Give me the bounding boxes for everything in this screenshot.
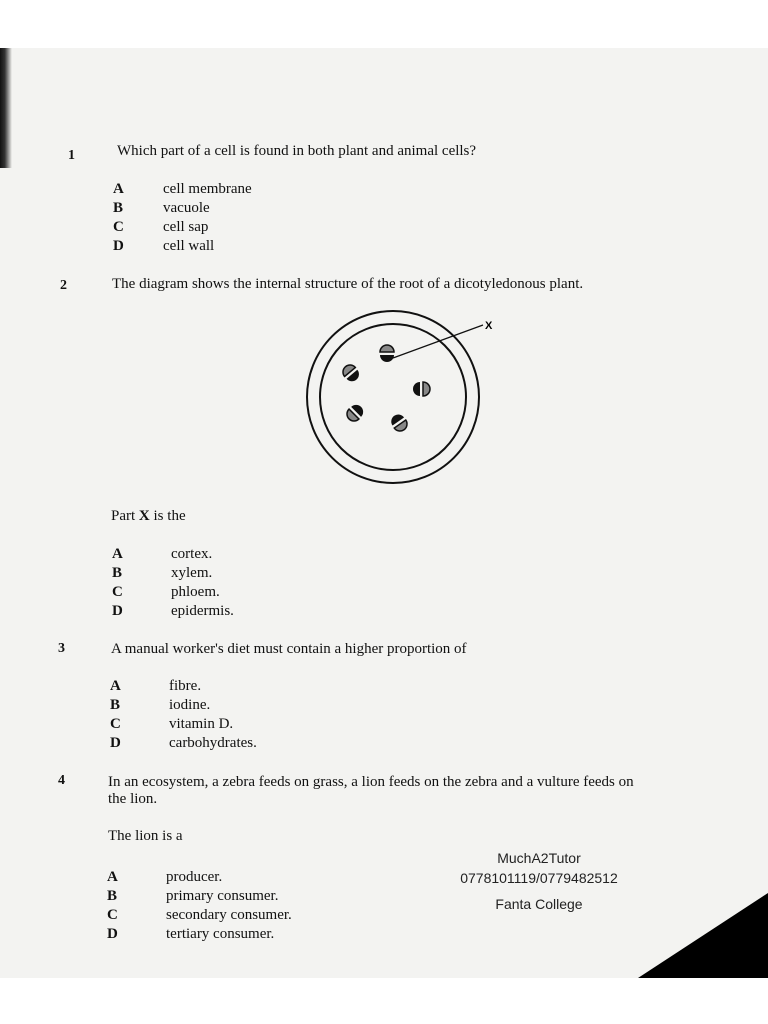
option-3a[interactable]: A fibre. <box>110 678 202 694</box>
question-3-number: 3 <box>58 641 65 656</box>
root-cross-section-diagram <box>290 310 510 490</box>
option-3c[interactable]: C vitamin D. <box>110 716 234 732</box>
label-x: X <box>485 320 493 332</box>
option-4c[interactable]: C secondary consumer. <box>107 907 292 923</box>
option-4d[interactable]: D tertiary consumer. <box>107 926 275 942</box>
question-2-stem: Part X is the <box>111 508 186 524</box>
option-1a[interactable]: A cell membrane <box>113 181 252 197</box>
vascular-bundle <box>413 382 430 396</box>
watermark-name: MuchA2Tutor <box>497 850 581 866</box>
option-4b[interactable]: B primary consumer. <box>107 888 279 904</box>
question-4-text-line1: In an ecosystem, a zebra feeds on grass, a lion feeds on the zebra and a vulture feeds on <box>108 774 634 790</box>
inner-ring <box>320 324 466 470</box>
question-4-number: 4 <box>58 773 65 788</box>
option-3b[interactable]: B iodine. <box>110 697 211 713</box>
option-1b[interactable]: B vacuole <box>113 200 210 216</box>
vascular-bundle <box>389 412 410 434</box>
watermark-phone: 0778101119/0779482512 <box>460 870 618 886</box>
page-corner-shadow <box>638 893 768 978</box>
label-x-line <box>393 325 483 358</box>
option-3d[interactable]: D carbohydrates. <box>110 735 257 751</box>
question-1-text: Which part of a cell is found in both plant and animal cells? <box>117 143 477 159</box>
question-2-number: 2 <box>60 278 67 293</box>
question-4-stem: The lion is a <box>108 828 183 844</box>
option-4a[interactable]: A producer. <box>107 869 223 885</box>
question-4-text-line2: the lion. <box>108 791 158 807</box>
question-3-text: A manual worker's diet must contain a higher proportion of <box>111 641 467 657</box>
option-2c[interactable]: C phloem. <box>112 584 220 600</box>
outer-ring <box>307 311 479 483</box>
question-2-text: The diagram shows the internal structure of the root of a dicotyledonous plant. <box>112 276 584 292</box>
option-1c[interactable]: C cell sap <box>113 219 209 235</box>
vascular-bundle <box>380 345 394 362</box>
vascular-bundle <box>340 362 362 384</box>
option-1d[interactable]: D cell wall <box>113 238 215 254</box>
question-1-number: 1 <box>68 148 75 163</box>
option-2d[interactable]: D epidermis. <box>112 603 234 619</box>
option-2a[interactable]: A cortex. <box>112 546 213 562</box>
vascular-bundle <box>344 402 366 424</box>
option-2b[interactable]: B xylem. <box>112 565 213 581</box>
watermark-college: Fanta College <box>495 896 583 912</box>
page-edge-shadow <box>0 48 12 168</box>
